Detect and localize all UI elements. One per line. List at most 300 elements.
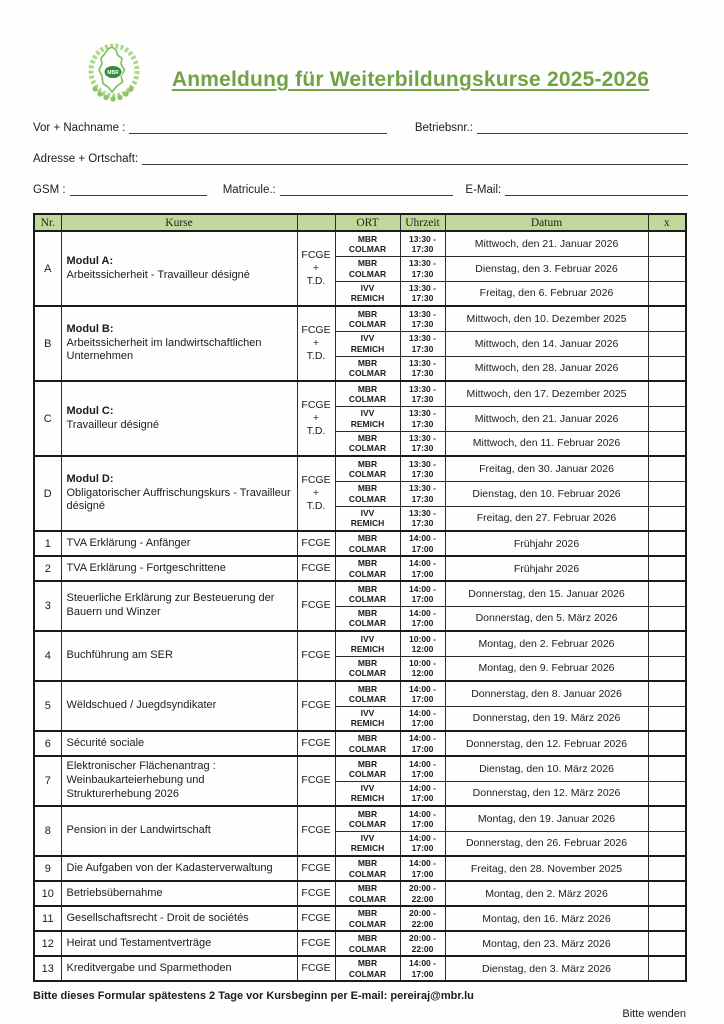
session-row (34, 306, 686, 331)
session-time (400, 881, 445, 906)
course-nr: 13 (34, 956, 61, 981)
page-header (33, 42, 688, 106)
session-date: Freitag, den 28. November 2025 (445, 856, 648, 881)
session-time (400, 906, 445, 931)
ort-line: COLMAR (348, 568, 387, 579)
ort-line: MBR (357, 858, 378, 869)
session-date: Freitag, den 27. Februar 2026 (445, 506, 648, 531)
course-title-cell (61, 881, 297, 906)
session-ort (335, 956, 400, 981)
time-line: 10:00 - (409, 658, 436, 669)
course-org-cell (297, 756, 335, 806)
org-line: T.D. (306, 275, 326, 288)
matricule-label: Matricule.: (222, 184, 276, 196)
time-line: 17:30 (411, 318, 434, 329)
ort-line: MBR (357, 758, 378, 769)
course-nr: 4 (34, 631, 61, 681)
session-select-checkbox[interactable] (648, 706, 686, 731)
session-select-checkbox[interactable] (648, 331, 686, 356)
ort-line: COLMAR (348, 743, 387, 754)
course-nr: 8 (34, 806, 61, 856)
col-header-nr: Nr. (34, 214, 61, 231)
org-line: FCGE (301, 649, 331, 662)
time-line: 17:00 (411, 568, 434, 579)
ort-line: MBR (357, 583, 378, 594)
session-date: Frühjahr 2026 (445, 556, 648, 581)
org-line: FCGE (301, 736, 331, 749)
table-header-row (34, 214, 686, 231)
ort-line: COLMAR (348, 693, 387, 704)
session-select-checkbox[interactable] (648, 456, 686, 481)
org-line: FCGE (301, 323, 331, 336)
course-title-cell (61, 931, 297, 956)
ort-line: IVV (360, 333, 375, 344)
col-header-kurse: Kurse (61, 214, 297, 231)
session-select-checkbox[interactable] (648, 956, 686, 981)
session-row (34, 556, 686, 581)
session-row (34, 631, 686, 656)
session-select-checkbox[interactable] (648, 531, 686, 556)
session-date: Dienstag, den 10. Februar 2026 (445, 481, 648, 506)
session-select-checkbox[interactable] (648, 506, 686, 531)
session-time (400, 706, 445, 731)
session-select-checkbox[interactable] (648, 381, 686, 406)
course-nr: 5 (34, 681, 61, 731)
time-line: 17:30 (411, 243, 434, 254)
course-nr: 12 (34, 931, 61, 956)
session-row (34, 731, 686, 756)
session-date: Montag, den 19. Januar 2026 (445, 806, 648, 831)
session-select-checkbox[interactable] (648, 831, 686, 856)
ort-line: COLMAR (348, 543, 387, 554)
session-select-checkbox[interactable] (648, 606, 686, 631)
ort-line: MBR (357, 883, 378, 894)
course-nr: A (34, 231, 61, 306)
org-line: + (312, 261, 320, 274)
time-line: 13:30 - (409, 383, 436, 394)
session-time (400, 456, 445, 481)
time-line: 14:00 - (409, 733, 436, 744)
time-line: 17:00 (411, 743, 434, 754)
time-line: 17:00 (411, 593, 434, 604)
ort-line: COLMAR (348, 593, 387, 604)
mbr-logo (81, 42, 147, 106)
time-line: 14:00 - (409, 558, 436, 569)
session-select-checkbox[interactable] (648, 731, 686, 756)
time-line: 17:30 (411, 343, 434, 354)
session-select-checkbox[interactable] (648, 656, 686, 681)
org-line: FCGE (301, 473, 331, 486)
course-title-bold: Modul D: (66, 472, 114, 485)
session-ort (335, 906, 400, 931)
time-line: 14:00 - (409, 533, 436, 544)
time-line: 14:00 - (409, 833, 436, 844)
ort-line: REMICH (350, 293, 385, 304)
ort-line: MBR (357, 308, 378, 319)
session-time (400, 556, 445, 581)
time-line: 17:00 (411, 818, 434, 829)
ort-line: COLMAR (348, 493, 387, 504)
session-ort (335, 556, 400, 581)
course-nr: 11 (34, 906, 61, 931)
address-input-line[interactable] (142, 151, 688, 165)
session-time (400, 481, 445, 506)
course-nr: 10 (34, 881, 61, 906)
time-line: 22:00 (411, 943, 434, 954)
time-line: 17:30 (411, 268, 434, 279)
col-header-x: x (648, 214, 686, 231)
time-line: 17:30 (411, 368, 434, 379)
session-row (34, 931, 686, 956)
time-line: 17:00 (411, 793, 434, 804)
session-ort (335, 281, 400, 306)
session-date: Donnerstag, den 15. Januar 2026 (445, 581, 648, 606)
session-ort (335, 356, 400, 381)
time-line: 14:00 - (409, 583, 436, 594)
course-title-text: Kreditvergabe und Sparmethoden (66, 961, 232, 974)
ort-line: IVV (360, 283, 375, 294)
ort-line: REMICH (350, 518, 385, 529)
org-line: FCGE (301, 398, 331, 411)
session-row (34, 881, 686, 906)
email-input-line[interactable] (505, 182, 688, 196)
time-line: 13:30 - (409, 283, 436, 294)
ort-line: MBR (357, 958, 378, 969)
time-line: 22:00 (411, 893, 434, 904)
time-line: 14:00 - (409, 808, 436, 819)
session-time (400, 781, 445, 806)
time-line: 14:00 - (409, 683, 436, 694)
course-org-cell (297, 531, 335, 556)
footer-note: Bitte dieses Formular spätestens 2 Tage vor Kursbeginn per E-mail: pereiraj@mbr.lu (33, 990, 474, 1002)
ort-line: MBR (357, 558, 378, 569)
course-org-cell (297, 881, 335, 906)
session-time (400, 806, 445, 831)
time-line: 12:00 (411, 668, 434, 679)
course-title-text: Gesellschaftsrecht - Droit de sociétés (66, 911, 249, 924)
course-org-cell (297, 931, 335, 956)
course-title-text: Obligatorischer Auffrischungskurs - Travailleur désigné (66, 486, 291, 513)
session-select-checkbox[interactable] (648, 481, 686, 506)
course-title-text: Wëldschued / Juegdsyndikater (66, 699, 217, 712)
course-org-cell (297, 581, 335, 631)
session-ort (335, 531, 400, 556)
session-select-checkbox[interactable] (648, 431, 686, 456)
time-line: 17:00 (411, 543, 434, 554)
course-title-cell (61, 756, 297, 806)
org-line: T.D. (306, 425, 326, 438)
ort-line: IVV (360, 833, 375, 844)
time-line: 17:30 (411, 293, 434, 304)
course-title-cell (61, 456, 297, 531)
session-row (34, 531, 686, 556)
org-line: FCGE (301, 699, 331, 712)
session-ort (335, 306, 400, 331)
contact-form (33, 120, 688, 196)
session-select-checkbox[interactable] (648, 406, 686, 431)
ort-line: REMICH (350, 343, 385, 354)
form-row-contact (33, 182, 688, 196)
course-nr: B (34, 306, 61, 381)
form-row-name (33, 120, 688, 134)
session-time (400, 856, 445, 881)
session-date: Dienstag, den 3. Februar 2026 (445, 256, 648, 281)
time-line: 17:00 (411, 843, 434, 854)
session-date: Montag, den 9. Februar 2026 (445, 656, 648, 681)
session-select-checkbox[interactable] (648, 356, 686, 381)
col-header-datum: Datum (445, 214, 648, 231)
session-time (400, 231, 445, 256)
ort-line: MBR (357, 933, 378, 944)
ort-line: MBR (357, 608, 378, 619)
session-time (400, 406, 445, 431)
course-title-cell (61, 806, 297, 856)
course-title-text: Arbeitssicherheit im landwirtschaftlichen Unternehmen (66, 336, 262, 363)
course-title-text: Arbeitssicherheit - Travailleur désigné (66, 268, 250, 281)
session-ort (335, 756, 400, 781)
session-date: Freitag, den 6. Februar 2026 (445, 281, 648, 306)
session-row (34, 581, 686, 606)
session-time (400, 531, 445, 556)
session-ort (335, 681, 400, 706)
company-no-label: Betriebsnr.: (414, 122, 473, 134)
org-line: + (312, 486, 320, 499)
col-header-ort: ORT (335, 214, 400, 231)
session-time (400, 331, 445, 356)
ort-line: REMICH (350, 643, 385, 654)
session-select-checkbox[interactable] (648, 281, 686, 306)
course-title-text: Elektronischer Flächenantrag : Weinbaukarteierhebung und Strukturerhebung 2026 (66, 760, 216, 800)
course-title-bold: Modul C: (66, 404, 114, 417)
org-line: T.D. (306, 350, 326, 363)
session-date: Donnerstag, den 12. März 2026 (445, 781, 648, 806)
org-line: + (312, 411, 320, 424)
session-select-checkbox[interactable] (648, 756, 686, 781)
session-ort (335, 431, 400, 456)
session-select-checkbox[interactable] (648, 556, 686, 581)
org-line: FCGE (301, 911, 331, 924)
time-line: 20:00 - (409, 933, 436, 944)
session-ort (335, 831, 400, 856)
session-select-checkbox[interactable] (648, 856, 686, 881)
session-time (400, 681, 445, 706)
time-line: 13:30 - (409, 508, 436, 519)
course-nr: 2 (34, 556, 61, 581)
session-ort (335, 781, 400, 806)
time-line: 17:00 (411, 693, 434, 704)
org-line: FCGE (301, 599, 331, 612)
course-title-text: Travailleur désigné (66, 418, 160, 431)
session-row (34, 456, 686, 481)
session-date: Montag, den 23. März 2026 (445, 931, 648, 956)
session-time (400, 931, 445, 956)
ort-line: MBR (357, 908, 378, 919)
course-title-bold: Modul B: (66, 322, 114, 335)
time-line: 14:00 - (409, 858, 436, 869)
ort-line: COLMAR (348, 268, 387, 279)
session-ort (335, 656, 400, 681)
session-row (34, 231, 686, 256)
col-header-org (297, 214, 335, 231)
course-title-cell (61, 381, 297, 456)
session-date: Freitag, den 30. Januar 2026 (445, 456, 648, 481)
session-ort (335, 506, 400, 531)
ort-line: COLMAR (348, 893, 387, 904)
time-line: 14:00 - (409, 608, 436, 619)
session-time (400, 381, 445, 406)
session-row (34, 856, 686, 881)
session-date: Montag, den 2. März 2026 (445, 881, 648, 906)
session-time (400, 731, 445, 756)
time-line: 13:30 - (409, 358, 436, 369)
session-select-checkbox[interactable] (648, 881, 686, 906)
session-time (400, 956, 445, 981)
ort-line: MBR (357, 533, 378, 544)
ort-line: IVV (360, 708, 375, 719)
session-date: Mittwoch, den 14. Januar 2026 (445, 331, 648, 356)
session-date: Dienstag, den 10. März 2026 (445, 756, 648, 781)
course-table-body (34, 231, 686, 981)
course-org-cell (297, 681, 335, 731)
course-title-text: Sécurité sociale (66, 736, 145, 749)
email-label: E-Mail: (465, 184, 502, 196)
time-line: 13:30 - (409, 258, 436, 269)
session-select-checkbox[interactable] (648, 306, 686, 331)
course-title-text: Pension in der Landwirtschaft (66, 824, 211, 837)
session-select-checkbox[interactable] (648, 806, 686, 831)
session-select-checkbox[interactable] (648, 781, 686, 806)
session-select-checkbox[interactable] (648, 256, 686, 281)
session-select-checkbox[interactable] (648, 581, 686, 606)
session-row (34, 756, 686, 781)
session-time (400, 606, 445, 631)
time-line: 13:30 - (409, 333, 436, 344)
org-line: FCGE (301, 961, 331, 974)
time-line: 17:00 (411, 768, 434, 779)
session-select-checkbox[interactable] (648, 681, 686, 706)
course-title-cell (61, 906, 297, 931)
ort-line: MBR (357, 433, 378, 444)
gsm-input-line[interactable] (70, 182, 207, 196)
time-line: 13:30 - (409, 433, 436, 444)
session-date: Donnerstag, den 12. Februar 2026 (445, 731, 648, 756)
ort-line: COLMAR (348, 618, 387, 629)
org-line: FCGE (301, 774, 331, 787)
session-row (34, 381, 686, 406)
session-ort (335, 456, 400, 481)
course-table (33, 213, 687, 982)
session-date: Mittwoch, den 10. Dezember 2025 (445, 306, 648, 331)
session-date: Dienstag, den 3. März 2026 (445, 956, 648, 981)
course-title-text: TVA Erklärung - Anfänger (66, 536, 191, 549)
session-date: Mittwoch, den 28. Januar 2026 (445, 356, 648, 381)
time-line: 13:30 - (409, 308, 436, 319)
session-date: Donnerstag, den 8. Januar 2026 (445, 681, 648, 706)
session-row (34, 956, 686, 981)
session-ort (335, 856, 400, 881)
session-row (34, 806, 686, 831)
session-ort (335, 481, 400, 506)
time-line: 14:00 - (409, 958, 436, 969)
session-time (400, 281, 445, 306)
session-date: Mittwoch, den 21. Januar 2026 (445, 231, 648, 256)
session-ort (335, 331, 400, 356)
ort-line: MBR (357, 358, 378, 369)
form-row-address (33, 151, 688, 165)
time-line: 17:30 (411, 493, 434, 504)
course-org-cell (297, 906, 335, 931)
session-time (400, 306, 445, 331)
time-line: 17:30 (411, 393, 434, 404)
course-title-cell (61, 681, 297, 731)
time-line: 17:00 (411, 968, 434, 979)
time-line: 17:00 (411, 718, 434, 729)
ort-line: MBR (357, 458, 378, 469)
course-title-cell (61, 531, 297, 556)
session-date: Montag, den 2. Februar 2026 (445, 631, 648, 656)
time-line: 20:00 - (409, 908, 436, 919)
gsm-label: GSM : (33, 184, 66, 196)
session-date: Mittwoch, den 17. Dezember 2025 (445, 381, 648, 406)
ort-line: MBR (357, 658, 378, 669)
session-ort (335, 606, 400, 631)
ort-line: MBR (357, 683, 378, 694)
time-line: 17:30 (411, 418, 434, 429)
ort-line: COLMAR (348, 943, 387, 954)
name-input-line[interactable] (129, 120, 386, 134)
ort-line: COLMAR (348, 818, 387, 829)
course-org-cell (297, 956, 335, 981)
company-no-input-line[interactable] (477, 120, 688, 134)
ort-line: MBR (357, 733, 378, 744)
session-select-checkbox[interactable] (648, 231, 686, 256)
session-date: Mittwoch, den 21. Januar 2026 (445, 406, 648, 431)
session-select-checkbox[interactable] (648, 631, 686, 656)
course-title-text: TVA Erklärung - Fortgeschrittene (66, 561, 226, 574)
course-title-cell (61, 731, 297, 756)
ort-line: MBR (357, 483, 378, 494)
time-line: 14:00 - (409, 783, 436, 794)
session-select-checkbox[interactable] (648, 906, 686, 931)
time-line: 20:00 - (409, 883, 436, 894)
course-org-cell (297, 381, 335, 456)
session-date: Frühjahr 2026 (445, 531, 648, 556)
ort-line: COLMAR (348, 443, 387, 454)
org-line: + (312, 336, 320, 349)
session-ort (335, 731, 400, 756)
ort-line: MBR (357, 233, 378, 244)
session-ort (335, 406, 400, 431)
org-line: FCGE (301, 248, 331, 261)
session-time (400, 631, 445, 656)
session-row (34, 681, 686, 706)
matricule-input-line[interactable] (280, 182, 454, 196)
session-time (400, 581, 445, 606)
course-nr: C (34, 381, 61, 456)
session-date: Mittwoch, den 11. Februar 2026 (445, 431, 648, 456)
time-line: 17:30 (411, 443, 434, 454)
course-org-cell (297, 231, 335, 306)
session-ort (335, 931, 400, 956)
session-time (400, 431, 445, 456)
time-line: 17:30 (411, 518, 434, 529)
session-ort (335, 581, 400, 606)
ort-line: COLMAR (348, 768, 387, 779)
session-select-checkbox[interactable] (648, 931, 686, 956)
session-date: Donnerstag, den 26. Februar 2026 (445, 831, 648, 856)
col-header-uhrzeit: Uhrzeit (400, 214, 445, 231)
course-nr: 7 (34, 756, 61, 806)
